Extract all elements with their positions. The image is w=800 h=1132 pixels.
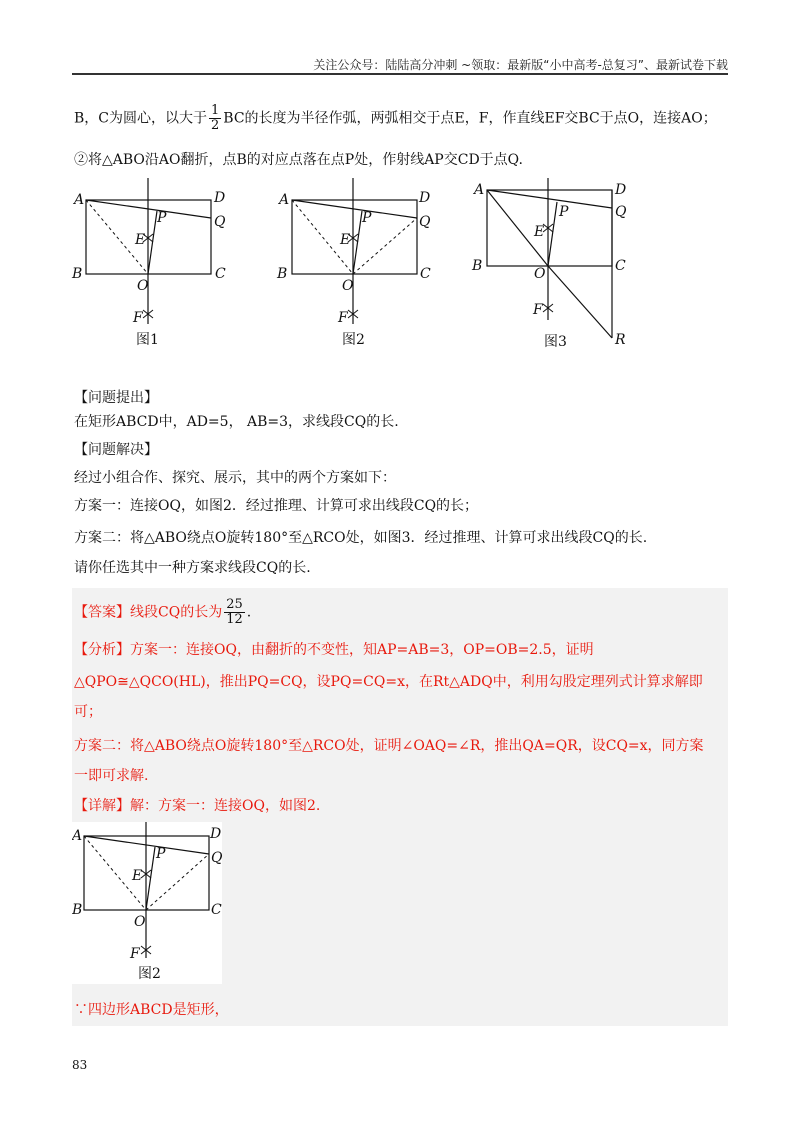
analysis-line-3: 可； — [74, 704, 102, 720]
detail-label-q: Q — [211, 850, 222, 866]
detail-label-c: C — [211, 902, 222, 918]
detail-label-b: B — [72, 902, 83, 918]
analysis-line-4: 方案二：将△ABO绕点O旋转180°至△RCO处，证明∠OAQ=∠R，推出QA=QR，设CQ=x，同方案 — [74, 738, 704, 754]
fig2-label-f: F — [338, 310, 348, 326]
fig2-label-d: D — [419, 190, 431, 206]
fig3-label-q: Q — [615, 204, 627, 220]
answer-tag: 【答案】 — [74, 604, 130, 621]
fig3-label-p: P — [559, 204, 569, 220]
detail-label-a: A — [72, 828, 83, 844]
half-fraction-numerator: 1 — [211, 103, 220, 118]
fig1-label-d: D — [214, 190, 226, 206]
fig1-label-c: C — [215, 266, 226, 282]
intro-line-1-part-a: B，C为圆心，以大于 — [74, 110, 207, 127]
detail-line — [74, 796, 320, 816]
fig1-label-p: P — [157, 210, 167, 226]
detail-caption: 图2 — [138, 966, 161, 982]
problem-text: 在矩形ABCD中，AD=5， AB=3，求线段CQ的长. — [74, 414, 399, 430]
analysis-line-5: 一即可求解. — [74, 768, 149, 784]
fig2-ray-ap — [292, 200, 417, 218]
problem-heading: 【问题提出】 — [74, 390, 158, 406]
fig2-label-p: P — [362, 210, 372, 226]
detail-tag: 【详解】 — [74, 798, 130, 814]
fig2-label-a: A — [279, 192, 290, 208]
fig1-label-b: B — [72, 266, 83, 282]
fig3-segment-op — [548, 202, 557, 266]
analysis-line-2: △QPO≅△QCO(HL)，推出PQ=CQ，设PQ=CQ=x，在Rt△ADQ中，利用勾股定理列式计算求解即 — [74, 674, 703, 690]
analysis-text-1: 方案一：连接OQ，由翻折的不变性，知AP=AB=3，OP=OB=2.5，证明 — [130, 642, 594, 658]
fig3-label-b: B — [472, 258, 483, 274]
fig1-caption: 图1 — [136, 332, 159, 348]
fig3-ray-ap — [487, 190, 612, 208]
fig3-label-d: D — [615, 182, 627, 198]
detail-label-e: E — [132, 868, 143, 884]
answer-text: 线段CQ的长为 — [130, 604, 223, 621]
intro-line-2: ②将△ABO沿AO翻折，点B的对应点落在点P处，作射线AP交CD于点Q. — [74, 152, 523, 168]
detail-text: 解：方案一：连接OQ，如图2. — [130, 798, 321, 814]
fig1-label-q: Q — [214, 214, 226, 230]
fig3-label-a: A — [474, 182, 485, 198]
header-divider — [72, 73, 728, 75]
fig3-caption: 图3 — [544, 334, 567, 350]
figures-row — [60, 178, 740, 356]
fig3-label-c: C — [615, 258, 626, 274]
intro-line-1-part-b: BC的长度为半径作弧，两弧相交于点E，F，作直线EF交BC于点O，连接AO； — [223, 110, 717, 127]
fig2-segment-oq — [353, 218, 417, 274]
figure-2 — [276, 178, 431, 348]
detail-label-o: O — [134, 914, 146, 930]
answer-numerator: 25 — [226, 597, 243, 612]
fig2-label-q: Q — [419, 214, 431, 230]
fig3-label-r: R — [615, 332, 626, 348]
fig2-caption: 图2 — [342, 332, 365, 348]
analysis-line-1 — [74, 640, 594, 660]
fig1-label-f: F — [133, 310, 143, 326]
answer-fraction — [224, 598, 245, 627]
fig3-label-f: F — [533, 302, 543, 318]
fig1-label-e: E — [135, 232, 146, 248]
because-line: ∵四边形ABCD是矩形， — [74, 1002, 229, 1018]
detail-label-p: P — [156, 846, 166, 862]
figure-3 — [471, 178, 627, 350]
fig2-label-e: E — [340, 232, 351, 248]
fig3-segment-or — [548, 266, 612, 338]
fig2-label-b: B — [277, 266, 288, 282]
answer-period: . — [246, 604, 252, 621]
page-header: 关注公众号：陆陆高分冲刺 ~领取：最新版“小中高考-总复习”、最新试卷下载 — [313, 58, 728, 72]
fig2-label-c: C — [420, 266, 431, 282]
fig2-label-o: O — [342, 278, 354, 294]
analysis-tag: 【分析】 — [74, 642, 130, 658]
fig3-label-o: O — [534, 266, 546, 282]
detail-label-d: D — [210, 826, 222, 842]
detail-figure-2 — [72, 822, 222, 984]
fig3-label-e: E — [534, 224, 545, 240]
fig2-segment-op — [353, 211, 362, 274]
detail-label-f: F — [130, 946, 140, 962]
choose-plan-prompt: 请你任选其中一种方案求线段CQ的长. — [74, 560, 311, 576]
plan-one: 方案一：连接OQ，如图2．经过推理、计算可求出线段CQ的长； — [74, 498, 479, 514]
half-fraction-denominator: 2 — [211, 118, 220, 133]
half-fraction — [209, 104, 221, 133]
page-number: 83 — [72, 1058, 88, 1072]
fig1-label-a: A — [74, 192, 85, 208]
solving-heading: 【问题解决】 — [74, 442, 158, 458]
answer-line — [74, 598, 251, 627]
answer-denominator: 12 — [226, 612, 243, 627]
intro-line-1 — [74, 104, 717, 133]
figure-1 — [71, 178, 226, 348]
fig1-label-o: O — [137, 278, 149, 294]
fig1-segment-op — [148, 211, 157, 274]
plan-two: 方案二：将△ABO绕点O旋转180°至△RCO处，如图3．经过推理、计算可求出线段CQ的长. — [74, 530, 648, 546]
solving-intro: 经过小组合作、探究、展示，其中的两个方案如下： — [74, 470, 396, 486]
